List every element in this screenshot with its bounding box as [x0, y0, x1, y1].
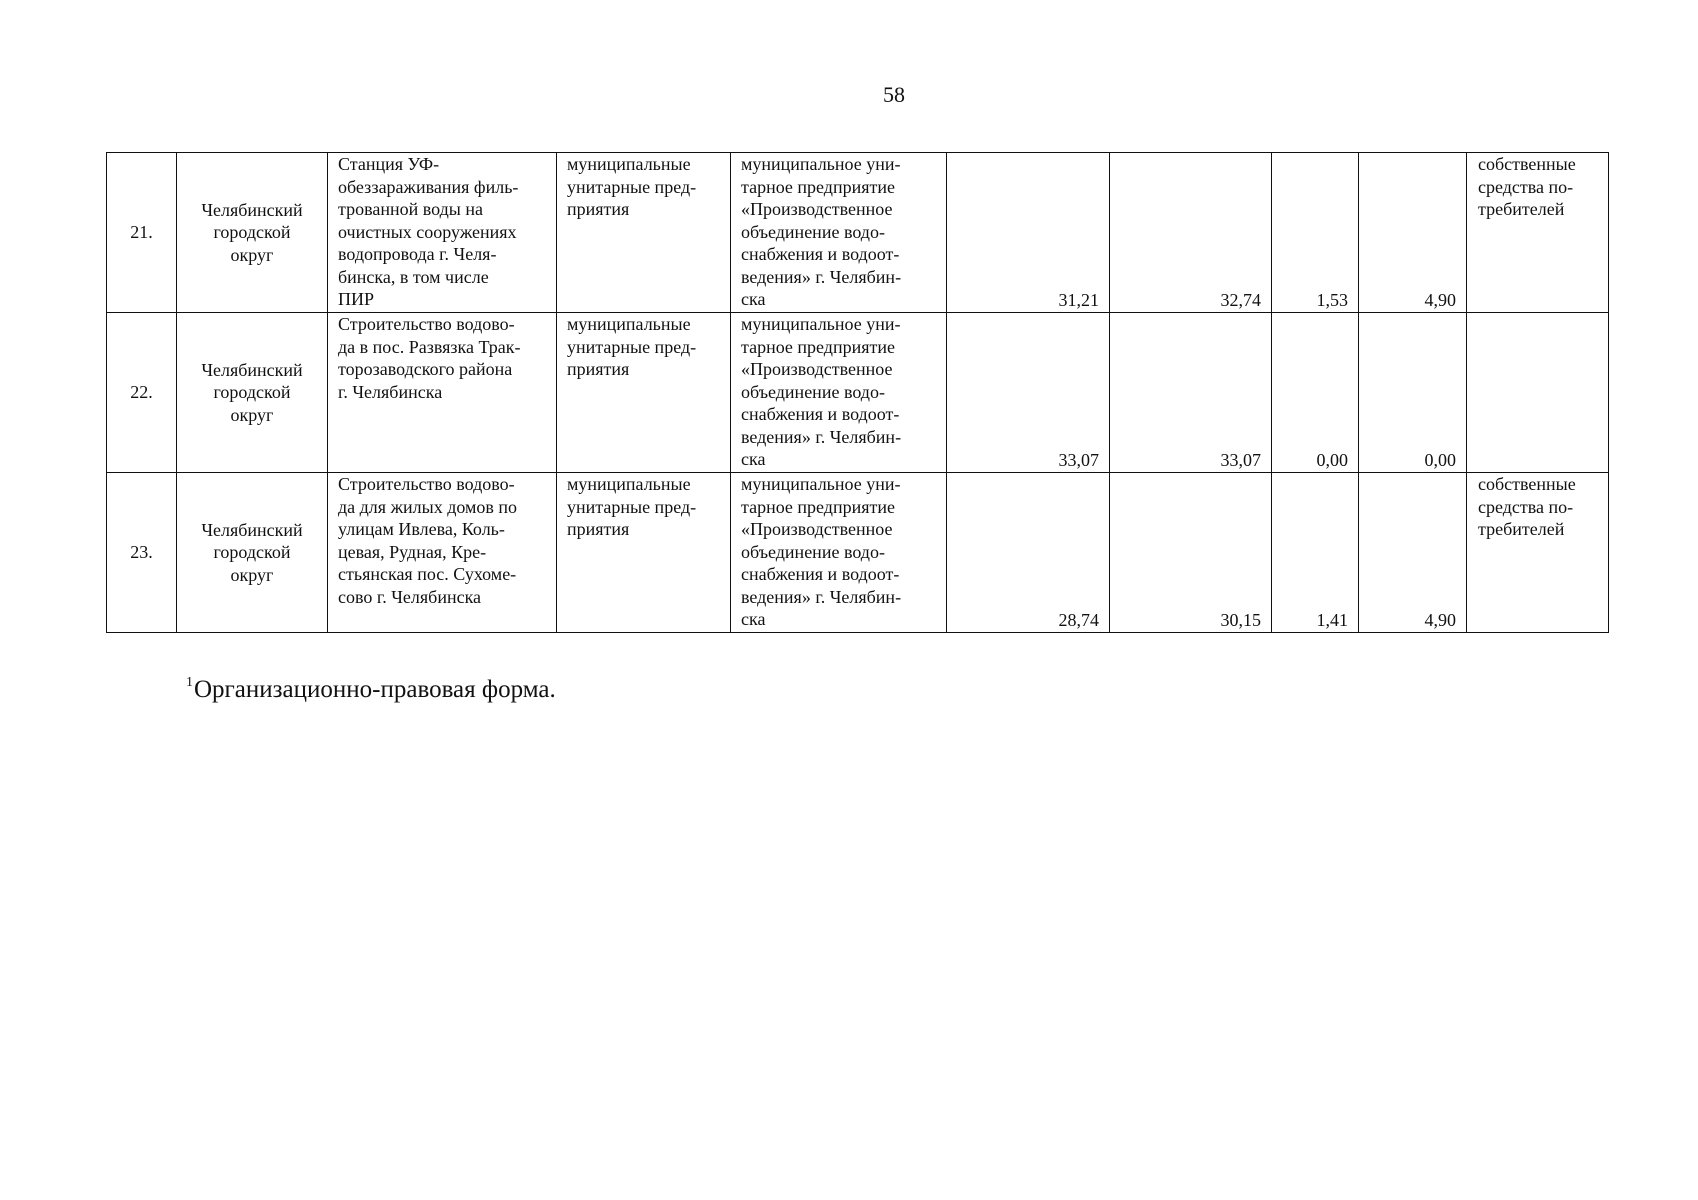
value-cell-2: 32,74 — [1110, 153, 1272, 313]
value-cell-1: 31,21 — [947, 153, 1110, 313]
object-cell: Строительство водово- да для жилых домов по улицам Ивлева, Коль- цевая, Рудная, Кре- стьянская пос. Сухоме- сово г. Челябинска — [328, 473, 557, 633]
legal-form-cell: муниципальные унитарные пред- приятия — [557, 313, 731, 473]
value-cell-2: 33,07 — [1110, 313, 1272, 473]
footnote-text: Организационно-правовая форма. — [194, 676, 556, 703]
row-number: 22. — [107, 313, 177, 473]
footnote — [186, 668, 556, 705]
organization-cell: муниципальное уни- тарное предприятие «Производственное объединение водо- снабжения и водоот- ведения» г. Челябин- ска — [731, 153, 947, 313]
funding-source-cell: собственные средства по- требителей — [1467, 153, 1609, 313]
object-cell: Станция УФ- обеззараживания филь- трованной воды на очистных сооружениях водопровода г. Челя- бинска, в том числе ПИР — [328, 153, 557, 313]
value-cell-3: 0,00 — [1272, 313, 1359, 473]
district-cell: Челябинский городской округ — [177, 313, 328, 473]
organization-cell: муниципальное уни- тарное предприятие «Производственное объединение водо- снабжения и водоот- ведения» г. Челябин- ска — [731, 313, 947, 473]
row-number: 23. — [107, 473, 177, 633]
organization-cell: муниципальное уни- тарное предприятие «Производственное объединение водо- снабжения и водоот- ведения» г. Челябин- ска — [731, 473, 947, 633]
value-cell-4: 0,00 — [1359, 313, 1467, 473]
value-cell-3: 1,41 — [1272, 473, 1359, 633]
value-cell-2: 30,15 — [1110, 473, 1272, 633]
legal-form-cell: муниципальные унитарные пред- приятия — [557, 473, 731, 633]
district-cell: Челябинский городской округ — [177, 153, 328, 313]
table-row — [107, 313, 1609, 473]
footnote-marker: 1 — [186, 675, 193, 690]
object-cell: Строительство водово- да в пос. Развязка Трак- торозаводского района г. Челябинска — [328, 313, 557, 473]
page-number: 58 — [883, 82, 905, 107]
table-row — [107, 153, 1609, 313]
value-cell-4: 4,90 — [1359, 153, 1467, 313]
row-number: 21. — [107, 153, 177, 313]
funding-source-cell — [1467, 313, 1609, 473]
district-cell: Челябинский городской округ — [177, 473, 328, 633]
funding-source-cell: собственные средства по- требителей — [1467, 473, 1609, 633]
value-cell-1: 33,07 — [947, 313, 1110, 473]
value-cell-4: 4,90 — [1359, 473, 1467, 633]
table-row — [107, 473, 1609, 633]
value-cell-1: 28,74 — [947, 473, 1110, 633]
projects-table — [106, 152, 1609, 633]
value-cell-3: 1,53 — [1272, 153, 1359, 313]
legal-form-cell: муниципальные унитарные пред- приятия — [557, 153, 731, 313]
